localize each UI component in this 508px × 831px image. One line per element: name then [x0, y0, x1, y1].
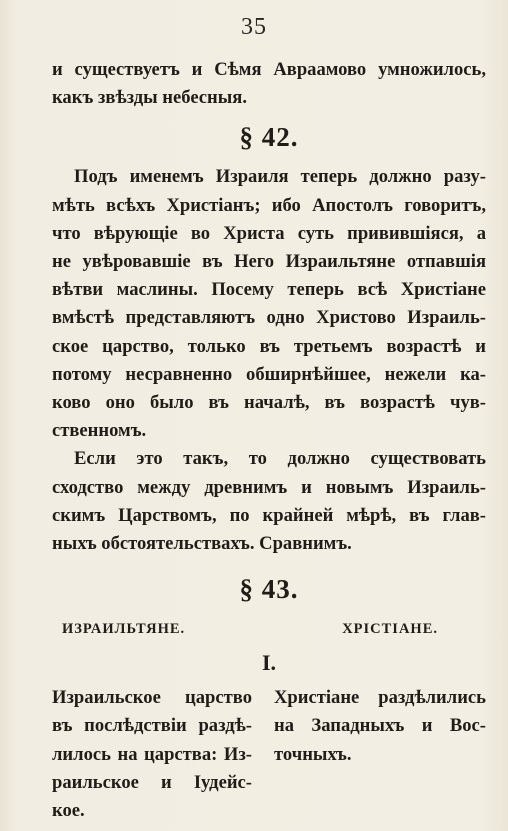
text-line: Подъ именемъ Израиля теперь должно разу-	[74, 166, 486, 188]
text-line: ково оно было въ началѣ, въ возрастѣ чув-	[52, 392, 486, 414]
text-line: сходство между древнимъ и новымъ Израиль-	[52, 476, 486, 498]
text-line: и существуетъ и Сѣмя Авраамово умножилось,	[52, 59, 486, 80]
text-line: ское царство, только въ третьемъ возрастѣ и	[52, 335, 486, 357]
text-line: Израильское царство	[52, 687, 252, 709]
text-line: какъ звѣзды небесныя.	[52, 87, 247, 109]
column-right	[274, 684, 486, 825]
text-line: вмѣстѣ представляютъ одно Христово Израиль-	[52, 307, 486, 329]
section-heading-42: § 42.	[239, 122, 299, 153]
page-number: 35	[241, 14, 267, 40]
text-line: ственномъ.	[52, 420, 147, 442]
page-body	[52, 56, 486, 825]
text-line: скимъ Царствомъ, по крайней мѣрѣ, въ глав-	[52, 504, 486, 526]
comparison-columns	[52, 684, 486, 825]
text-line: на Западныхъ и Вос-	[274, 715, 486, 737]
text-line: Если это такъ, то должно существовать	[74, 448, 486, 470]
section-42-paragraph-2	[52, 445, 486, 558]
comparison-headers	[52, 618, 486, 640]
section-heading-43: § 43.	[239, 574, 299, 605]
section-42-paragraph-1	[52, 163, 486, 445]
text-line: ныхъ обстоятельствахъ. Сравнимъ.	[52, 533, 352, 555]
text-line: кое.	[52, 800, 85, 822]
text-line: раильское и Іудейс-	[52, 771, 252, 793]
column-header-israelites: ИЗРАИЛЬТЯНЕ.	[62, 621, 186, 638]
column-header-christians: ХРІСТІАНЕ.	[342, 621, 438, 638]
column-left	[52, 684, 252, 825]
roman-numeral: I.	[261, 650, 277, 676]
text-line: точныхъ.	[274, 743, 352, 765]
text-line: лилось на царства: Из-	[52, 743, 252, 765]
text-line: Христіане раздѣлились	[274, 687, 486, 709]
text-line: что вѣрующіе во Христа суть привившіяся, а	[52, 222, 486, 244]
text-line: не увѣровавшіе въ Него Израильтяне отпавшія	[52, 251, 486, 273]
text-line: въ послѣдствіи раздѣ-	[52, 715, 252, 737]
text-line: потому несравненно обширнѣйшее, нежели ка-	[52, 363, 486, 385]
text-line: вѣтви маслины. Посему теперь всѣ Христіане	[52, 279, 486, 301]
text-line: мѣть всѣхъ Христіанъ; ибо Апостолъ говоритъ,	[52, 194, 486, 216]
